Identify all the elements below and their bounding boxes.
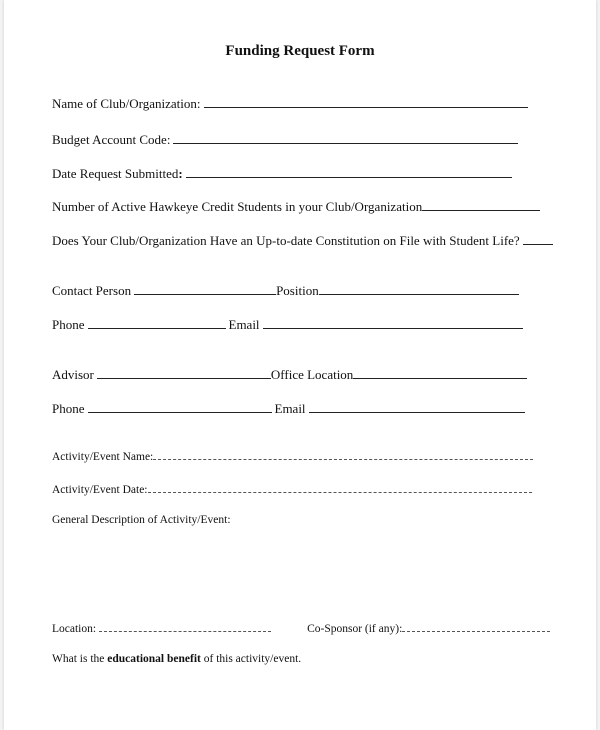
location-label: Location: [52, 623, 97, 635]
advisor-email-field[interactable] [309, 400, 525, 413]
club-name-label: Name of Club/Organization: [52, 96, 201, 111]
educational-bold: educational benefit [107, 653, 201, 665]
location-row [52, 620, 550, 637]
club-name-field-a[interactable] [204, 95, 280, 108]
position-label: Position [276, 283, 319, 298]
event-date-field[interactable] [148, 481, 532, 493]
educational-prefix: What is the [52, 653, 105, 665]
office-location-field[interactable] [353, 366, 527, 379]
contact-row [52, 282, 519, 299]
active-students-field[interactable] [422, 198, 540, 211]
advisor-row [52, 366, 527, 383]
date-submitted-field[interactable] [186, 165, 512, 178]
contact-email-field[interactable] [263, 316, 523, 329]
event-date-label: Activity/Event Date: [52, 484, 148, 496]
budget-code-field-a[interactable] [173, 131, 453, 144]
advisor-phone-label: Phone [52, 401, 85, 416]
description-row [52, 512, 231, 528]
co-sponsor-field[interactable] [402, 620, 550, 632]
advisor-phone-row [52, 400, 525, 417]
event-name-label: Activity/Event Name: [52, 451, 154, 463]
co-sponsor-label: Co-Sponsor (if any): [307, 623, 403, 635]
date-submitted-label: Date Request Submitted [52, 166, 179, 181]
educational-row [52, 651, 301, 667]
form-title: Funding Request Form [225, 43, 375, 59]
constitution-field[interactable] [523, 232, 553, 245]
active-students-row [52, 198, 540, 215]
contact-phone-row [52, 316, 523, 333]
advisor-email-label: Email [274, 401, 306, 416]
event-date-row [52, 481, 532, 498]
budget-code-field-b[interactable] [453, 131, 518, 144]
advisor-label: Advisor [52, 367, 94, 382]
budget-code-label: Budget Account Code: [52, 132, 171, 147]
club-name-row [52, 95, 528, 112]
advisor-phone-field[interactable] [88, 400, 272, 413]
event-name-row [52, 448, 533, 465]
contact-person-label: Contact Person [52, 283, 132, 298]
date-submitted-row [52, 165, 512, 182]
contact-email-label: Email [228, 317, 260, 332]
constitution-row [52, 232, 553, 249]
contact-phone-label: Phone [52, 317, 85, 332]
club-name-field-b[interactable] [280, 95, 528, 108]
educational-suffix: of this activity/event. [203, 653, 302, 665]
advisor-field[interactable] [97, 366, 271, 379]
constitution-label: Does Your Club/Organization Have an Up-to-date Constitution on File with Student Life? [52, 233, 520, 248]
position-field[interactable] [319, 282, 519, 295]
active-students-label: Number of Active Hawkeye Credit Students in your Club/Organization [52, 199, 423, 214]
description-label: General Description of Activity/Event: [52, 514, 231, 526]
office-location-label: Office Location [270, 367, 354, 382]
event-name-field[interactable] [153, 448, 533, 460]
location-field[interactable] [99, 620, 271, 632]
budget-code-row [52, 131, 518, 148]
contact-phone-field[interactable] [88, 316, 226, 329]
contact-person-field[interactable] [134, 282, 276, 295]
date-submitted-colon: : [178, 166, 183, 181]
